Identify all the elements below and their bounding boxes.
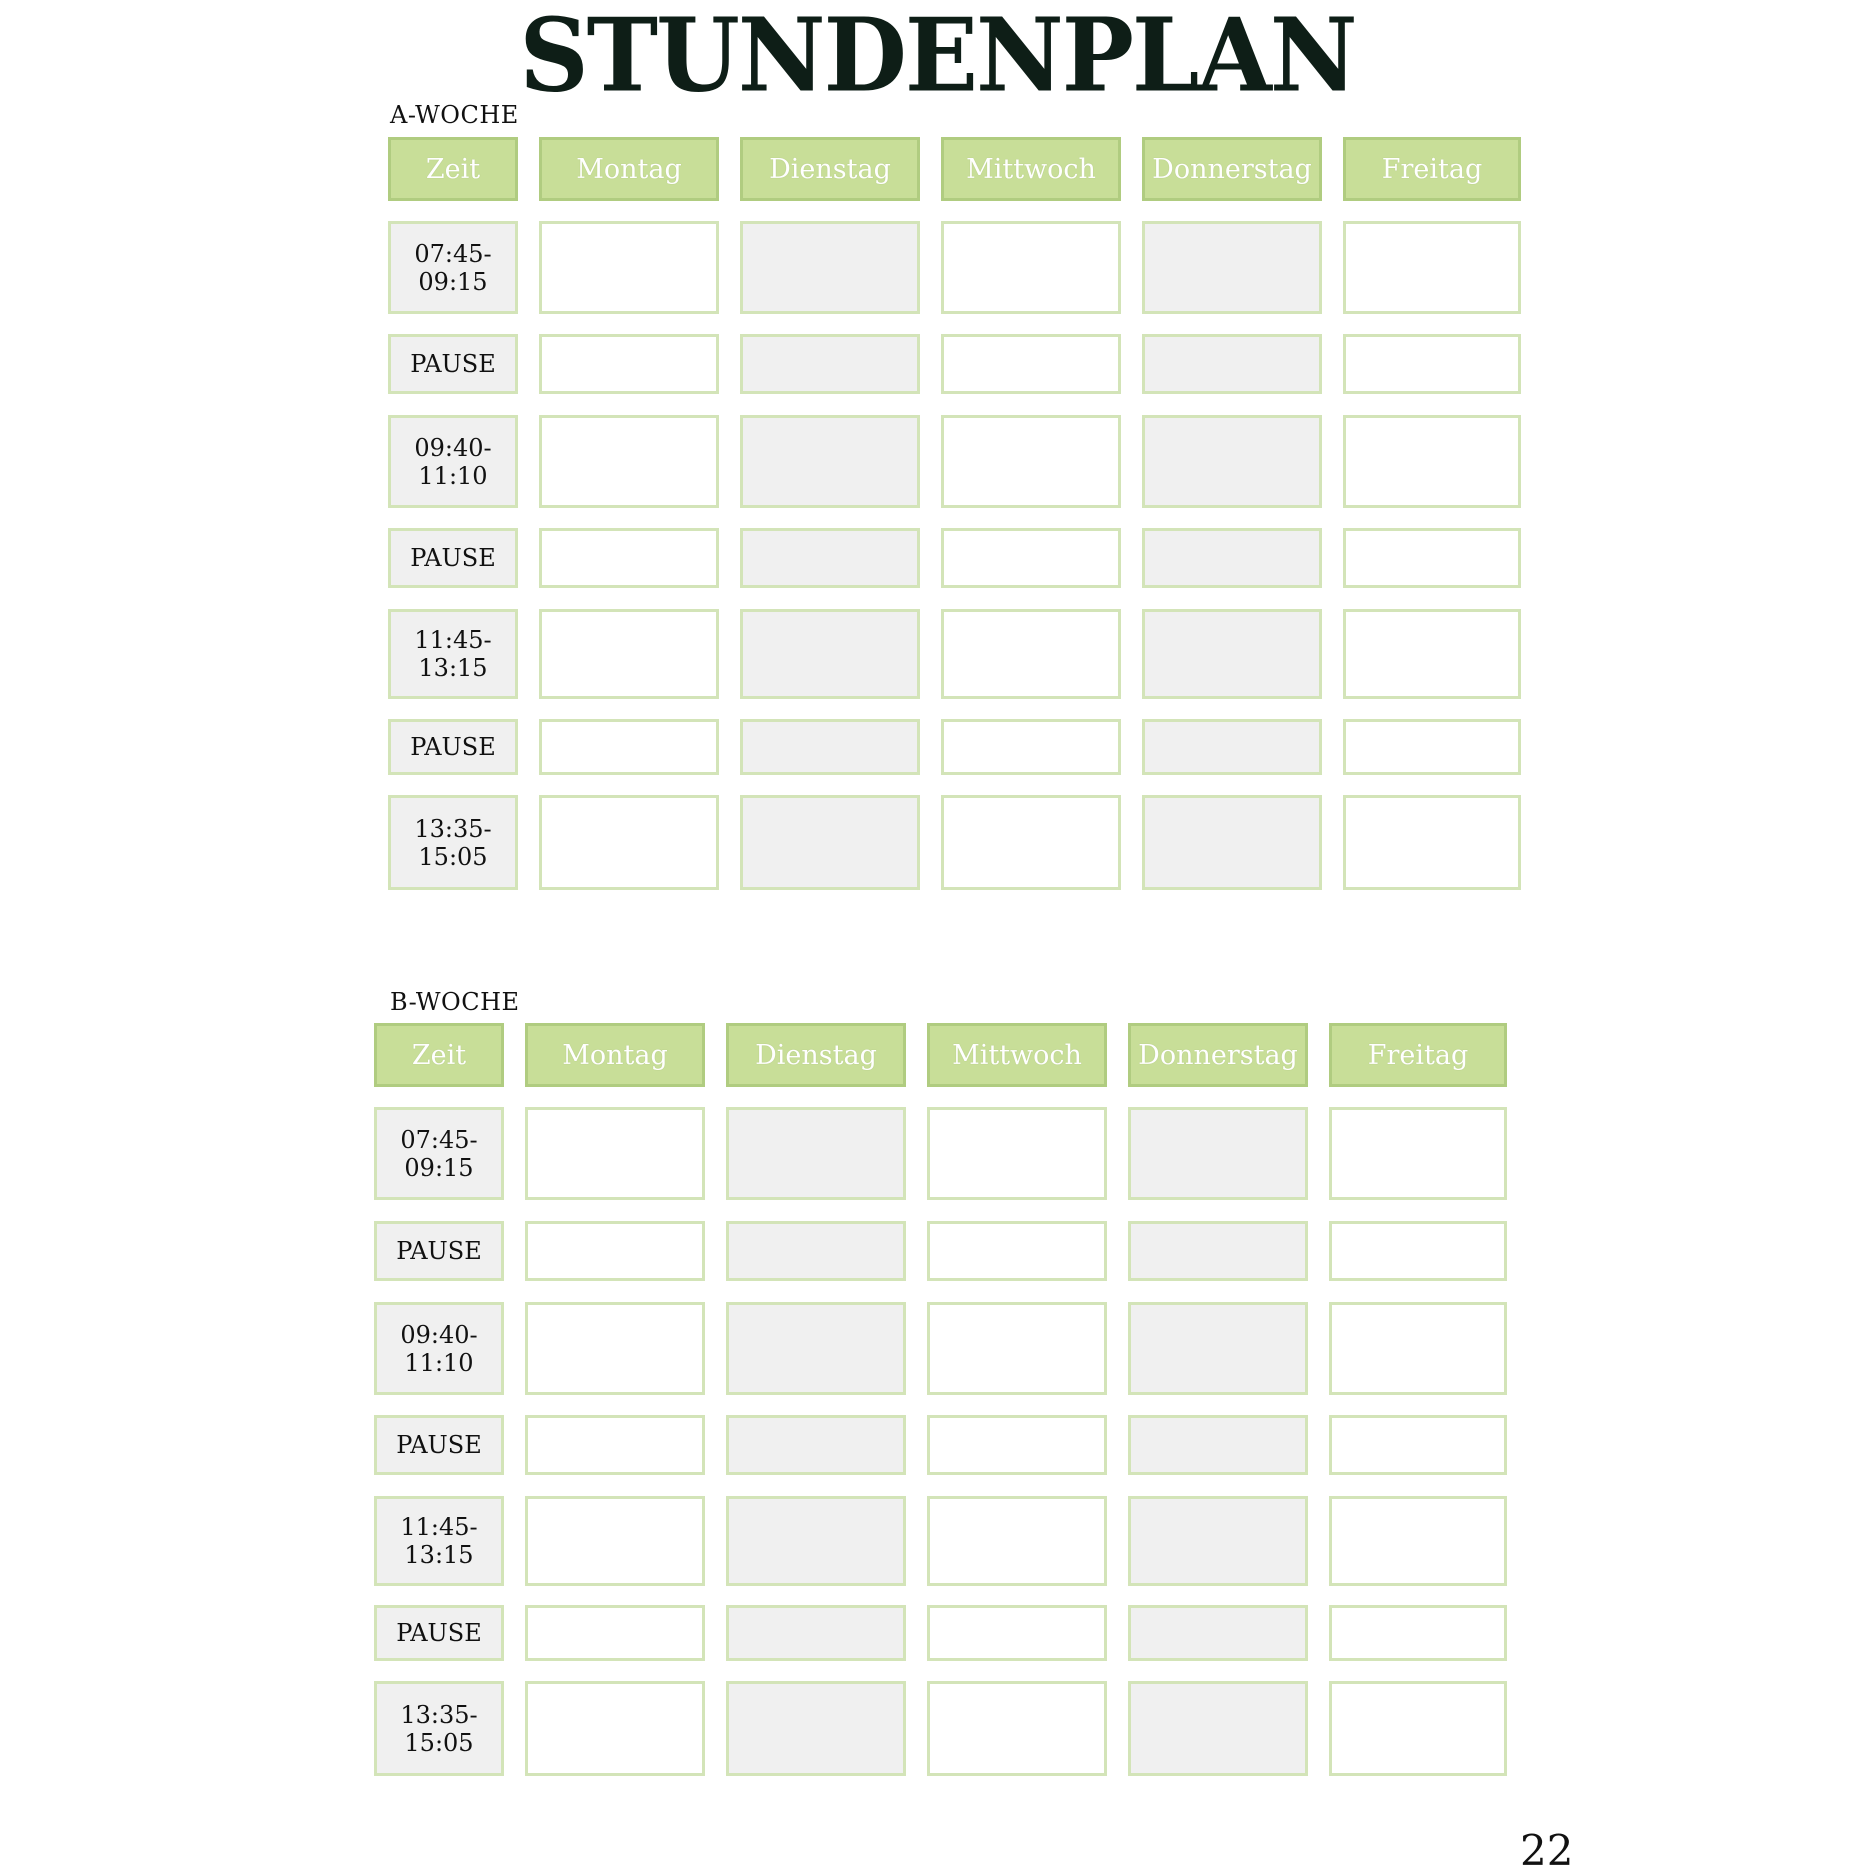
column-header: Dienstag [726,1023,906,1087]
schedule-cell[interactable] [927,1496,1107,1586]
schedule-cell[interactable] [927,1681,1107,1776]
column-header: Mittwoch [941,137,1121,201]
schedule-cell[interactable] [539,795,719,890]
schedule-cell[interactable] [927,1302,1107,1395]
schedule-cell[interactable] [726,1302,906,1395]
schedule-cell[interactable] [1128,1107,1308,1200]
schedule-cell[interactable] [525,1496,705,1586]
schedule-cell[interactable] [1329,1221,1507,1281]
schedule-cell[interactable] [1128,1415,1308,1475]
time-slot-cell: PAUSE [388,528,518,588]
schedule-cell[interactable] [539,334,719,394]
time-slot-cell: PAUSE [388,334,518,394]
schedule-cell[interactable] [740,609,920,699]
schedule-cell[interactable] [1128,1496,1308,1586]
schedule-cell[interactable] [1329,1415,1507,1475]
schedule-cell[interactable] [1329,1107,1507,1200]
time-slot-cell: PAUSE [388,719,518,775]
schedule-cell[interactable] [927,1107,1107,1200]
schedule-cell[interactable] [1329,1496,1507,1586]
time-slot-cell: PAUSE [374,1221,504,1281]
schedule-cell[interactable] [1343,221,1521,314]
time-slot-cell: 07:45- 09:15 [374,1107,504,1200]
schedule-cell[interactable] [740,528,920,588]
week-label: A-WOCHE [390,101,519,129]
schedule-cell[interactable] [740,334,920,394]
schedule-cell[interactable] [740,719,920,775]
schedule-cell[interactable] [726,1221,906,1281]
time-slot-cell: 07:45- 09:15 [388,221,518,314]
schedule-cell[interactable] [726,1496,906,1586]
schedule-cell[interactable] [927,1221,1107,1281]
schedule-cell[interactable] [525,1415,705,1475]
schedule-cell[interactable] [1142,795,1322,890]
schedule-cell[interactable] [1343,415,1521,508]
column-header: Zeit [388,137,518,201]
schedule-cell[interactable] [525,1681,705,1776]
schedule-cell[interactable] [539,528,719,588]
schedule-cell[interactable] [1128,1302,1308,1395]
schedule-cell[interactable] [726,1107,906,1200]
schedule-cell[interactable] [539,609,719,699]
schedule-cell[interactable] [726,1605,906,1661]
column-header: Dienstag [740,137,920,201]
schedule-cell[interactable] [1142,528,1322,588]
schedule-cell[interactable] [726,1681,906,1776]
schedule-cell[interactable] [927,1415,1107,1475]
time-slot-cell: PAUSE [374,1605,504,1661]
schedule-cell[interactable] [941,719,1121,775]
schedule-cell[interactable] [941,334,1121,394]
schedule-cell[interactable] [1142,221,1322,314]
schedule-cell[interactable] [726,1415,906,1475]
schedule-cell[interactable] [1128,1221,1308,1281]
column-header: Montag [539,137,719,201]
column-header: Zeit [374,1023,504,1087]
schedule-cell[interactable] [1343,795,1521,890]
schedule-cell[interactable] [740,795,920,890]
schedule-cell[interactable] [1343,719,1521,775]
schedule-cell[interactable] [1128,1605,1308,1661]
schedule-cell[interactable] [1343,609,1521,699]
time-slot-cell: PAUSE [374,1415,504,1475]
schedule-cell[interactable] [941,609,1121,699]
schedule-cell[interactable] [1142,334,1322,394]
time-slot-cell: 13:35- 15:05 [388,795,518,890]
schedule-cell[interactable] [539,719,719,775]
schedule-cell[interactable] [941,795,1121,890]
column-header: Donnerstag [1128,1023,1308,1087]
schedule-cell[interactable] [539,415,719,508]
schedule-cell[interactable] [740,221,920,314]
schedule-cell[interactable] [941,415,1121,508]
time-slot-cell: 09:40- 11:10 [388,415,518,508]
schedule-cell[interactable] [1329,1605,1507,1661]
schedule-cell[interactable] [1329,1681,1507,1776]
schedule-cell[interactable] [1128,1681,1308,1776]
time-slot-cell: 11:45- 13:15 [374,1496,504,1586]
schedule-cell[interactable] [1343,334,1521,394]
column-header: Freitag [1343,137,1521,201]
schedule-cell[interactable] [927,1605,1107,1661]
schedule-cell[interactable] [1142,415,1322,508]
schedule-cell[interactable] [525,1605,705,1661]
schedule-cell[interactable] [1142,719,1322,775]
time-slot-cell: 11:45- 13:15 [388,609,518,699]
page-title: STUNDENPLAN [519,0,1356,115]
time-slot-cell: 13:35- 15:05 [374,1681,504,1776]
column-header: Freitag [1329,1023,1507,1087]
schedule-cell[interactable] [539,221,719,314]
column-header: Montag [525,1023,705,1087]
schedule-cell[interactable] [525,1107,705,1200]
schedule-cell[interactable] [1343,528,1521,588]
page-number: 22 [1520,1826,1574,1875]
schedule-cell[interactable] [525,1221,705,1281]
schedule-cell[interactable] [941,221,1121,314]
time-slot-cell: 09:40- 11:10 [374,1302,504,1395]
column-header: Donnerstag [1142,137,1322,201]
schedule-cell[interactable] [1142,609,1322,699]
schedule-cell[interactable] [525,1302,705,1395]
schedule-cell[interactable] [941,528,1121,588]
column-header: Mittwoch [927,1023,1107,1087]
week-label: B-WOCHE [390,988,520,1016]
schedule-cell[interactable] [1329,1302,1507,1395]
schedule-cell[interactable] [740,415,920,508]
